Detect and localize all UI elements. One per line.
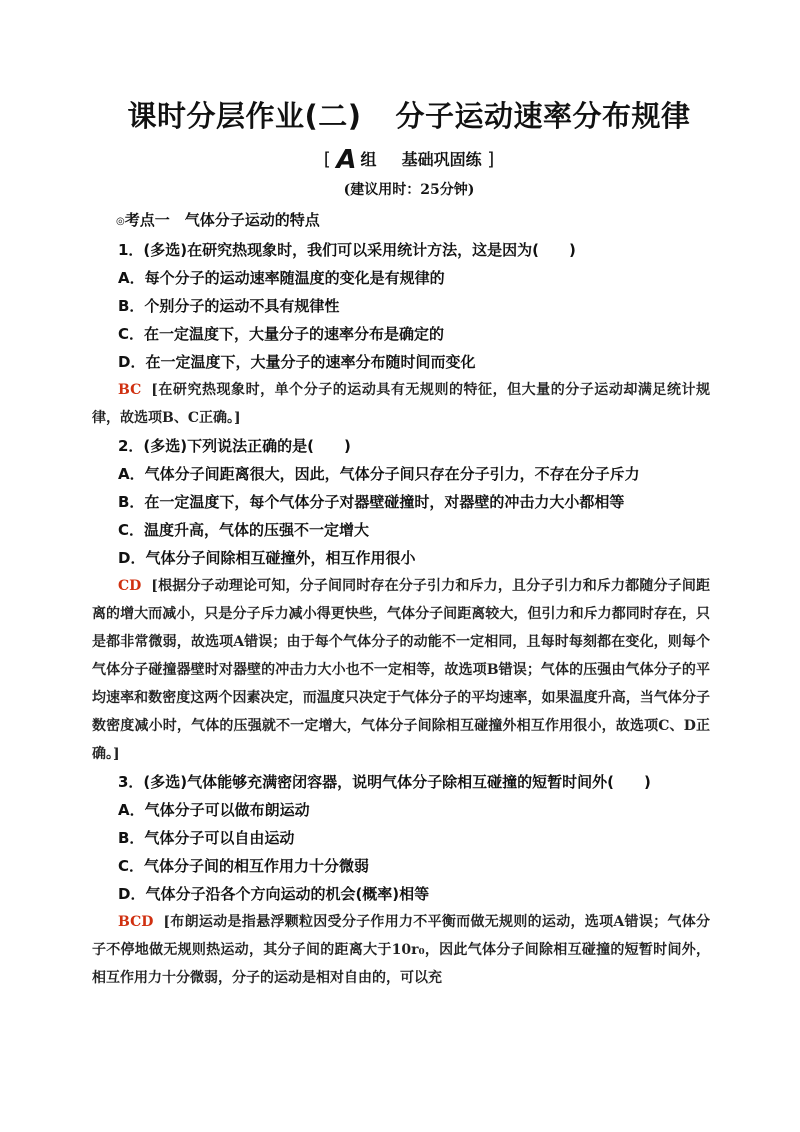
option-c: C．温度升高，气体的压强不一定增大 bbox=[118, 521, 370, 539]
group-heading bbox=[108, 145, 710, 175]
option-a: A．气体分子可以做布朗运动 bbox=[118, 801, 310, 819]
option-a: A．每个分子的运动速率随温度的变化是有规律的 bbox=[118, 269, 445, 287]
answer-explanation: [在研究热现象时，单个分子的运动具有无规则的特征，但大量的分子运动却满足统计规律，故选项B、C正确。] bbox=[92, 382, 710, 426]
answer-key: CD bbox=[118, 578, 142, 594]
section-marker-icon: ◎ bbox=[116, 216, 125, 227]
answer-explanation: [根据分子动理论可知，分子间同时存在分子引力和斥力，且分子引力和斥力都随分子间距离的增大而减小，只是分子斥力减小得更快些，气体分子间距离较大，但引力和斥力都同时存在，只是都非常微弱，故选项A错误；由于每个气体分子的动能不一定相同，且每时每刻都在变化，则每个气体分子碰撞器壁时对器壁的冲击力大小也不一定相等，故选项B错误；气体的压强由气体分子的平均速率和数密度这两个因素决定，而温度只决定于气体分子的平均速率，如果温度升高，当气体分子数密度减小时，气体的压强就不一定增大，气体分子间除相互碰撞外相互作用很小，故选项C、D正确。] bbox=[92, 578, 710, 762]
group-bracket-close: ] bbox=[487, 149, 495, 170]
title-main: 课时分层作业(二) bbox=[127, 99, 362, 133]
answer-key: BC bbox=[118, 382, 142, 398]
group-letter: A bbox=[336, 145, 357, 175]
title-sub: 分子运动速率分布规律 bbox=[395, 99, 691, 133]
option-c: C．气体分子间的相互作用力十分微弱 bbox=[118, 857, 370, 875]
option-b: B．在一定温度下，每个气体分子对器壁碰撞时，对器壁的冲击力大小都相等 bbox=[118, 493, 625, 511]
answer-explanation: [布朗运动是指悬浮颗粒因受分子作用力不平衡而做无规则的运动，选项A错误；气体分子不停地做无规则热运动，其分子间的距离大于10r₀，因此气体分子间除相互碰撞的短暂时间外，相互作用力十分微弱，分子的运动是相对自由的，可以充 bbox=[92, 914, 710, 986]
question-stem: 2．(多选)下列说法正确的是( ) bbox=[118, 437, 351, 455]
answer-block bbox=[92, 572, 710, 768]
question-1 bbox=[92, 236, 710, 432]
option-c: C．在一定温度下，大量分子的速率分布是确定的 bbox=[118, 325, 445, 343]
page-title bbox=[108, 96, 710, 136]
question-stem: 3．(多选)气体能够充满密闭容器，说明气体分子除相互碰撞的短暂时间外( ) bbox=[118, 773, 651, 791]
option-d: D．在一定温度下，大量分子的速率分布随时间而变化 bbox=[118, 353, 476, 371]
option-d: D．气体分子间除相互碰撞外，相互作用很小 bbox=[118, 549, 416, 567]
section-heading bbox=[116, 206, 710, 236]
answer-key: BCD bbox=[118, 914, 154, 930]
group-bracket-open: [ bbox=[323, 149, 331, 170]
option-b: B．个别分子的运动不具有规律性 bbox=[118, 297, 340, 315]
question-stem: 1．(多选)在研究热现象时，我们可以采用统计方法，这是因为( ) bbox=[118, 241, 576, 259]
option-b: B．气体分子可以自由运动 bbox=[118, 829, 295, 847]
option-a: A．气体分子间距离很大，因此，气体分子间只存在分子引力，不存在分子斥力 bbox=[118, 465, 640, 483]
question-2 bbox=[92, 432, 710, 768]
answer-block bbox=[92, 376, 710, 432]
answer-block bbox=[92, 908, 710, 992]
group-name: 基础巩固练 bbox=[401, 150, 482, 169]
option-d: D．气体分子沿各个方向运动的机会(概率)相等 bbox=[118, 885, 430, 903]
group-label: 组 bbox=[360, 150, 377, 169]
section-text: 考点一 气体分子运动的特点 bbox=[124, 211, 320, 229]
question-3 bbox=[92, 768, 710, 992]
time-hint: (建议用时：25分钟) bbox=[343, 182, 475, 198]
